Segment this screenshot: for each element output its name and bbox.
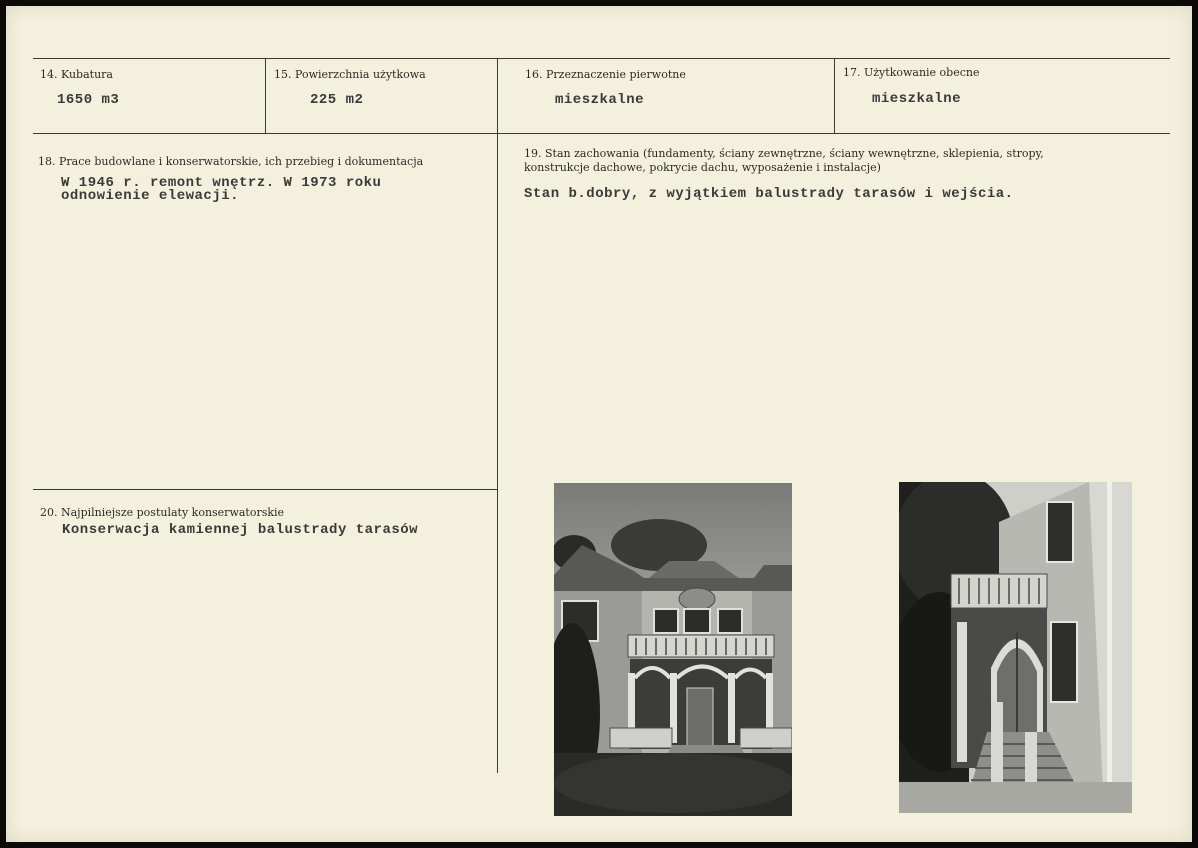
row2-bottom-rule [33,489,498,490]
col-divider-1 [265,58,266,133]
field-15-label: 15. Powierzchnia użytkowa [274,68,426,81]
field-15-value: 225 m2 [310,92,364,108]
inventory-card [6,6,1192,842]
field-18-value-line1: W 1946 r. remont wnętrz. W 1973 roku [61,175,382,191]
field-19-value: Stan b.dobry, z wyjątkiem balustrady tarasów i wejścia. [524,186,1014,202]
field-18-label: 18. Prace budowlane i konserwatorskie, ich przebieg i dokumentacja [38,155,424,168]
field-19-label-line1: 19. Stan zachowania (fundamenty, ściany zewnętrzne, ściany wewnętrzne, sklepienia, stropy, [524,147,1044,160]
field-20-label: 20. Najpilniejsze postulaty konserwatorskie [40,506,285,519]
field-17-label: 17. Użytkowanie obecne [843,66,980,79]
field-14-label: 14. Kubatura [40,68,113,81]
row1-bottom-rule [33,133,1170,134]
villa-front-illustration [554,483,792,816]
villa-front-photo [554,483,792,816]
field-18-value-line2: odnowienie elewacji. [61,188,240,204]
col-divider-3 [834,58,835,133]
field-16-value: mieszkalne [555,92,645,108]
field-16-label: 16. Przeznaczenie pierwotne [525,68,686,81]
field-14-value: 1650 m3 [57,92,120,108]
field-17-value: mieszkalne [872,91,962,107]
top-rule [33,58,1170,59]
villa-side-entrance-photo [899,482,1132,813]
field-20-value: Konserwacja kamiennej balustrady tarasów [62,522,419,538]
villa-side-illustration [899,482,1132,813]
field-19-label-line2: konstrukcje dachowe, pokrycie dachu, wyposażenie i instalacje) [524,161,881,174]
col-divider-2 [497,58,498,773]
